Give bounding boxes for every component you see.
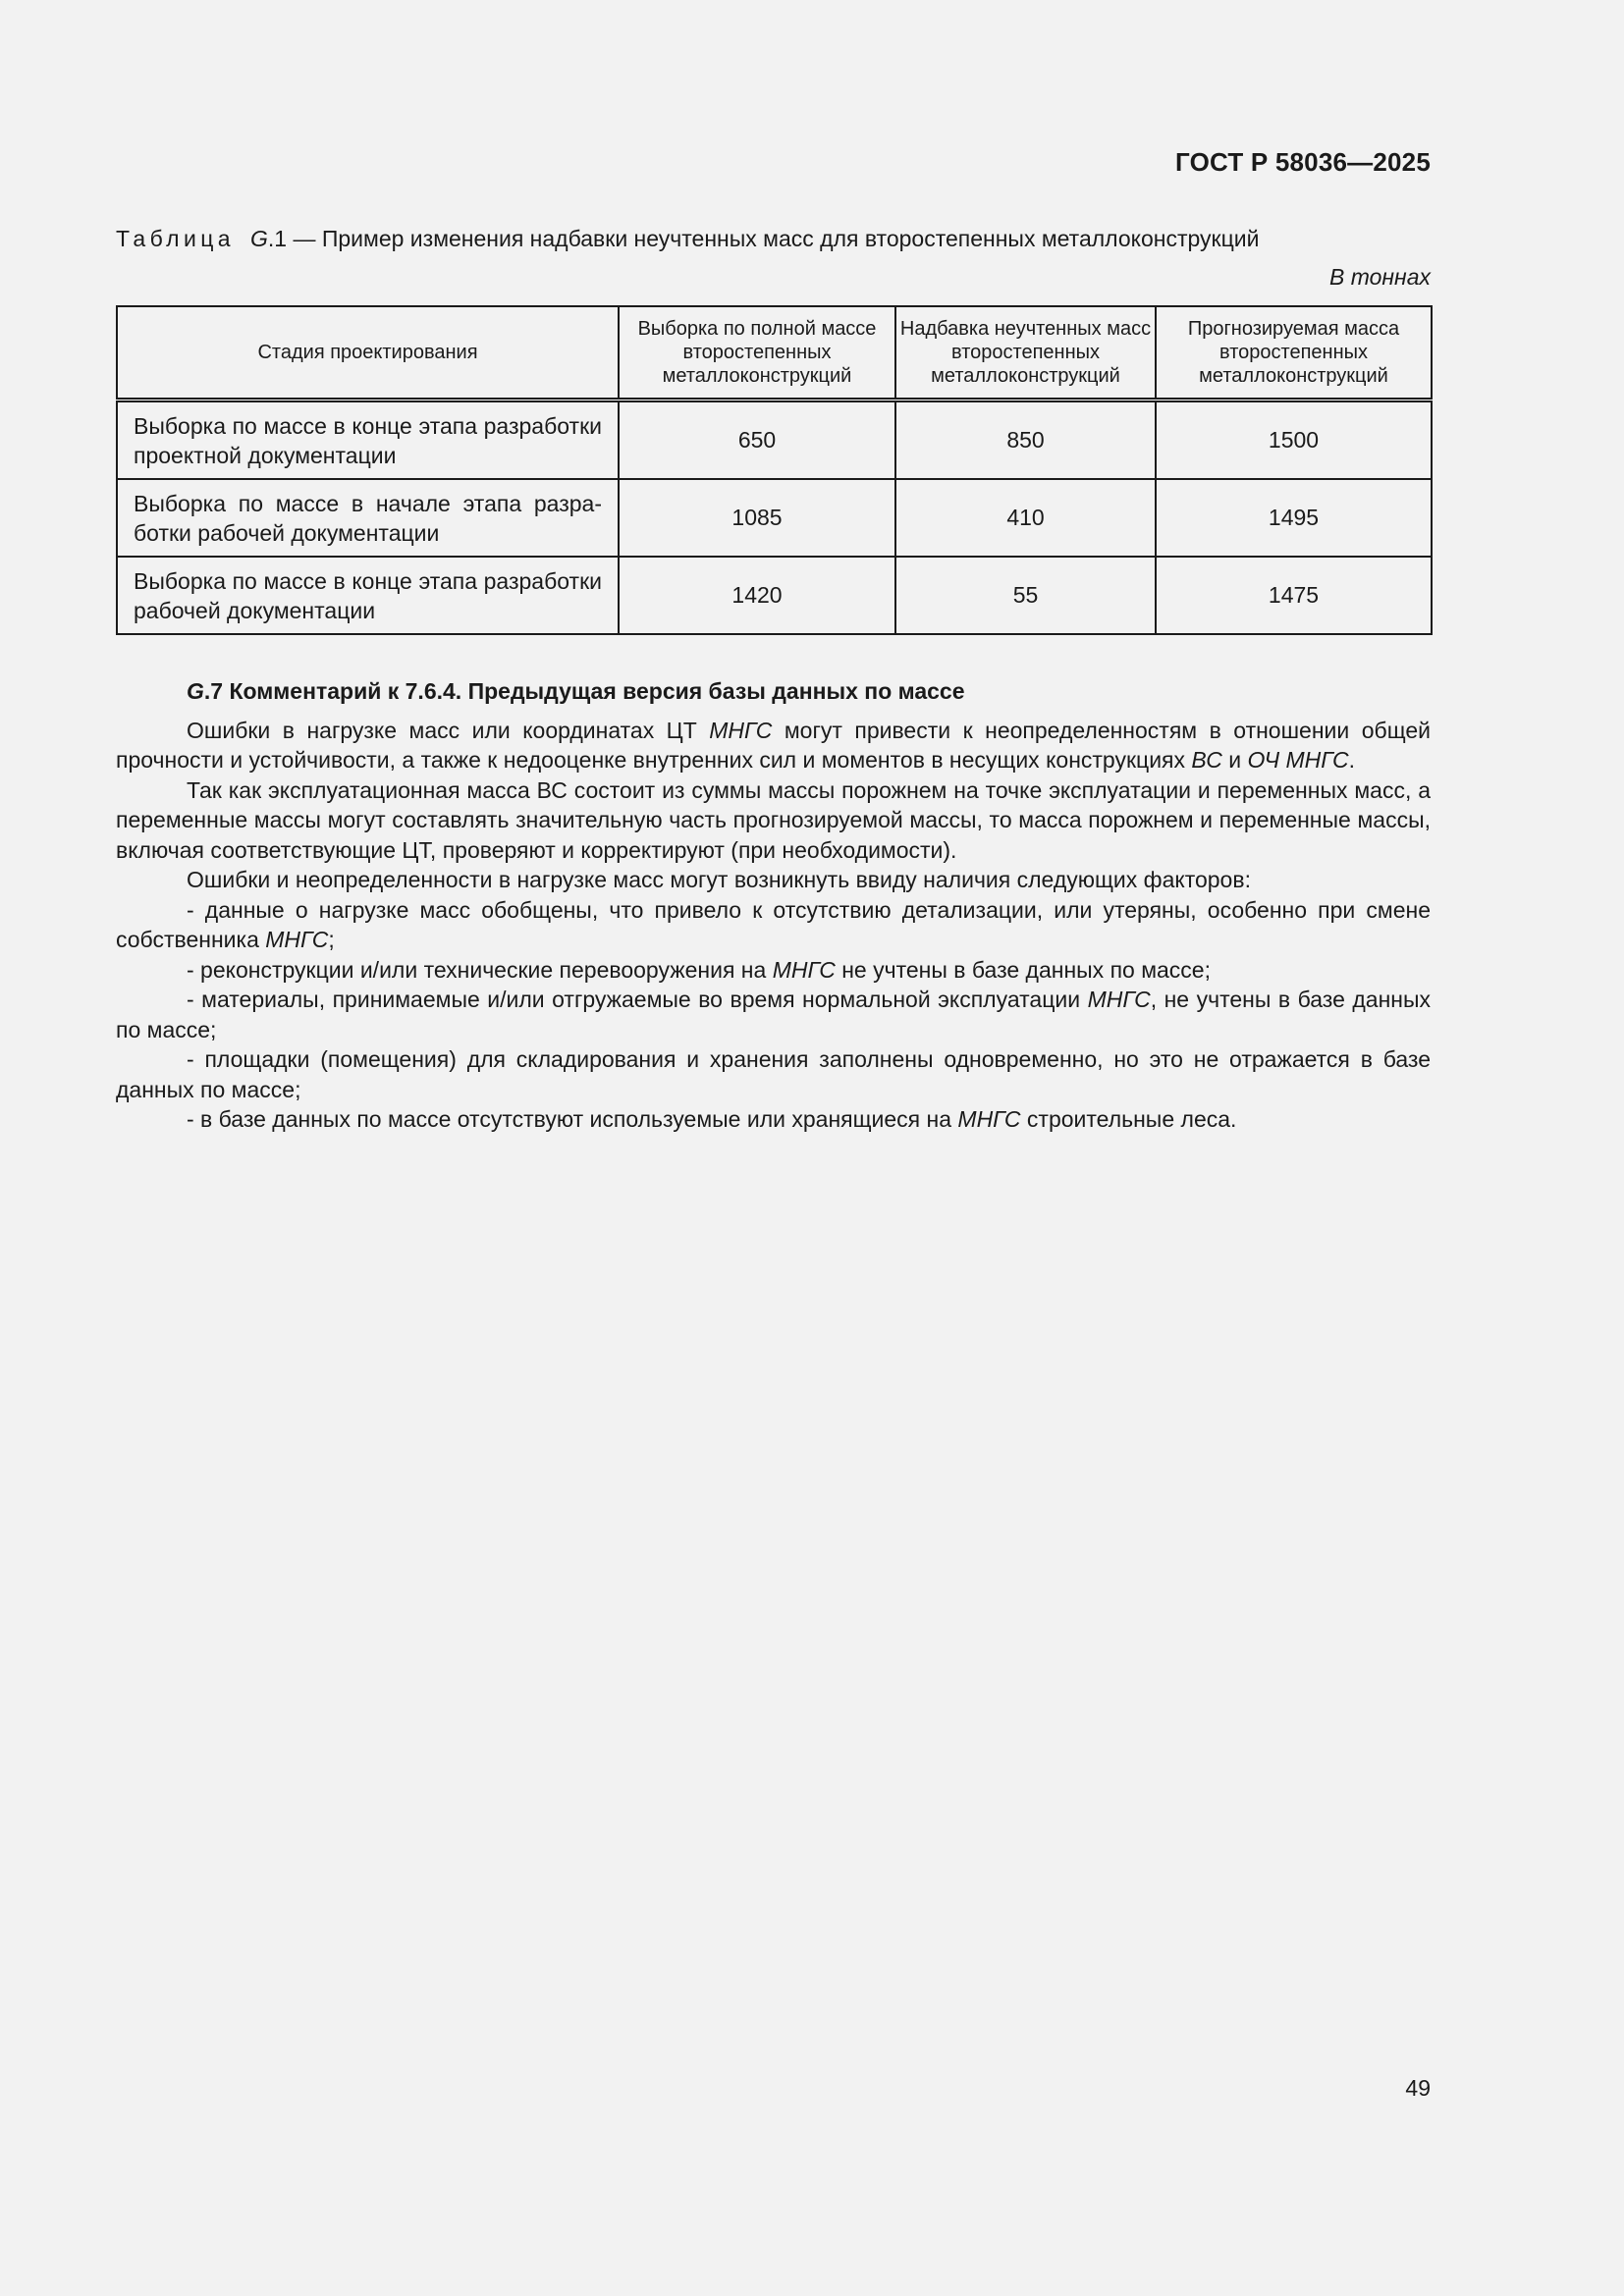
cell-allowance: 410 bbox=[895, 479, 1156, 557]
section-heading: G.7 Комментарий к 7.6.4. Предыдущая версия базы данных по массе bbox=[187, 678, 965, 704]
list-item: - реконструкции и/или технические перевооружения на МНГС не учтены в базе данных по массе; bbox=[187, 956, 1211, 983]
mass-allowance-table bbox=[116, 305, 1433, 635]
section-body bbox=[116, 676, 1431, 1135]
cell-forecast: 1495 bbox=[1156, 479, 1432, 557]
list-item: - площадки (помещения) для складирования и хранения заполнены одновременно, но это не отражается в базе данных по массе; bbox=[116, 1046, 1431, 1102]
document-page bbox=[116, 0, 1431, 2296]
table-row bbox=[117, 557, 1432, 634]
paragraph-operational-mass: Так как эксплуатационная масса ВС состоит из суммы массы порожнем на точке эксплуатации и переменных масс, а переменные массы могут составлять значительную часть прогнозируемой массы, то масса порожнем и переменные массы, включая соответствующие ЦТ, проверяют и корректируют (при необходимости). bbox=[116, 776, 1431, 863]
paragraph-errors: Ошибки в нагрузке масс или координатах ЦТ МНГС могут привести к неопределенностям в отношении общей прочности и устойчивости, а также к недооценке внутренних сил и моментов в несущих конструкциях ВС и ОЧ МНГС. bbox=[116, 717, 1431, 773]
list-item: - данные о нагрузке масс обобщены, что привело к отсутствию детализации, или утеряны, особенно при смене собственника МНГС; bbox=[116, 896, 1431, 952]
column-header-forecast: Прогнозируемая масса второстепенных металлоконструкций bbox=[1156, 306, 1432, 400]
cell-full-sample: 1420 bbox=[619, 557, 895, 634]
table-caption-text: — Пример изменения надбавки неучтенных масс для второстепенных металлоконструкций bbox=[287, 226, 1260, 251]
table-row bbox=[117, 400, 1432, 480]
column-header-allowance: Надбавка неучтенных масс второстепенных металлоконструкций bbox=[895, 306, 1156, 400]
table-caption-word: Таблица bbox=[116, 226, 235, 251]
cell-full-sample: 650 bbox=[619, 400, 895, 480]
table-header-row bbox=[117, 306, 1432, 400]
column-header-stage: Стадия проектирования bbox=[117, 306, 619, 400]
cell-full-sample: 1085 bbox=[619, 479, 895, 557]
document-code: ГОСТ Р 58036—2025 bbox=[1175, 147, 1431, 177]
paragraph-factors-intro: Ошибки и неопределенности в нагрузке масс могут возникнуть ввиду наличия следующих факторов: bbox=[187, 867, 1251, 892]
cell-stage: Выборка по массе в конце этапа разработки рабочей документации bbox=[117, 557, 619, 634]
list-item: - в базе данных по массе отсутствуют используемые или хранящиеся на МНГС строительные леса. bbox=[187, 1106, 1237, 1132]
column-header-full-sample: Выборка по полной массе второстепенных металлоконструкций bbox=[619, 306, 895, 400]
table-caption bbox=[116, 226, 1259, 252]
table-row bbox=[117, 479, 1432, 557]
cell-allowance: 55 bbox=[895, 557, 1156, 634]
cell-allowance: 850 bbox=[895, 400, 1156, 480]
cell-forecast: 1500 bbox=[1156, 400, 1432, 480]
table-units: В тоннах bbox=[1328, 264, 1431, 290]
page-number: 49 bbox=[1405, 2075, 1431, 2101]
cell-stage: Выборка по массе в конце этапа разработки проектной документации bbox=[117, 400, 619, 480]
cell-forecast: 1475 bbox=[1156, 557, 1432, 634]
table-caption-number: G.1 bbox=[249, 226, 288, 251]
list-item: - материалы, принимаемые и/или отгружаемые во время нормальной эксплуатации МНГС, не учтены в базе данных по массе; bbox=[116, 987, 1431, 1042]
cell-stage: Выборка по массе в начале этапа разработки рабочей документации bbox=[117, 479, 619, 557]
